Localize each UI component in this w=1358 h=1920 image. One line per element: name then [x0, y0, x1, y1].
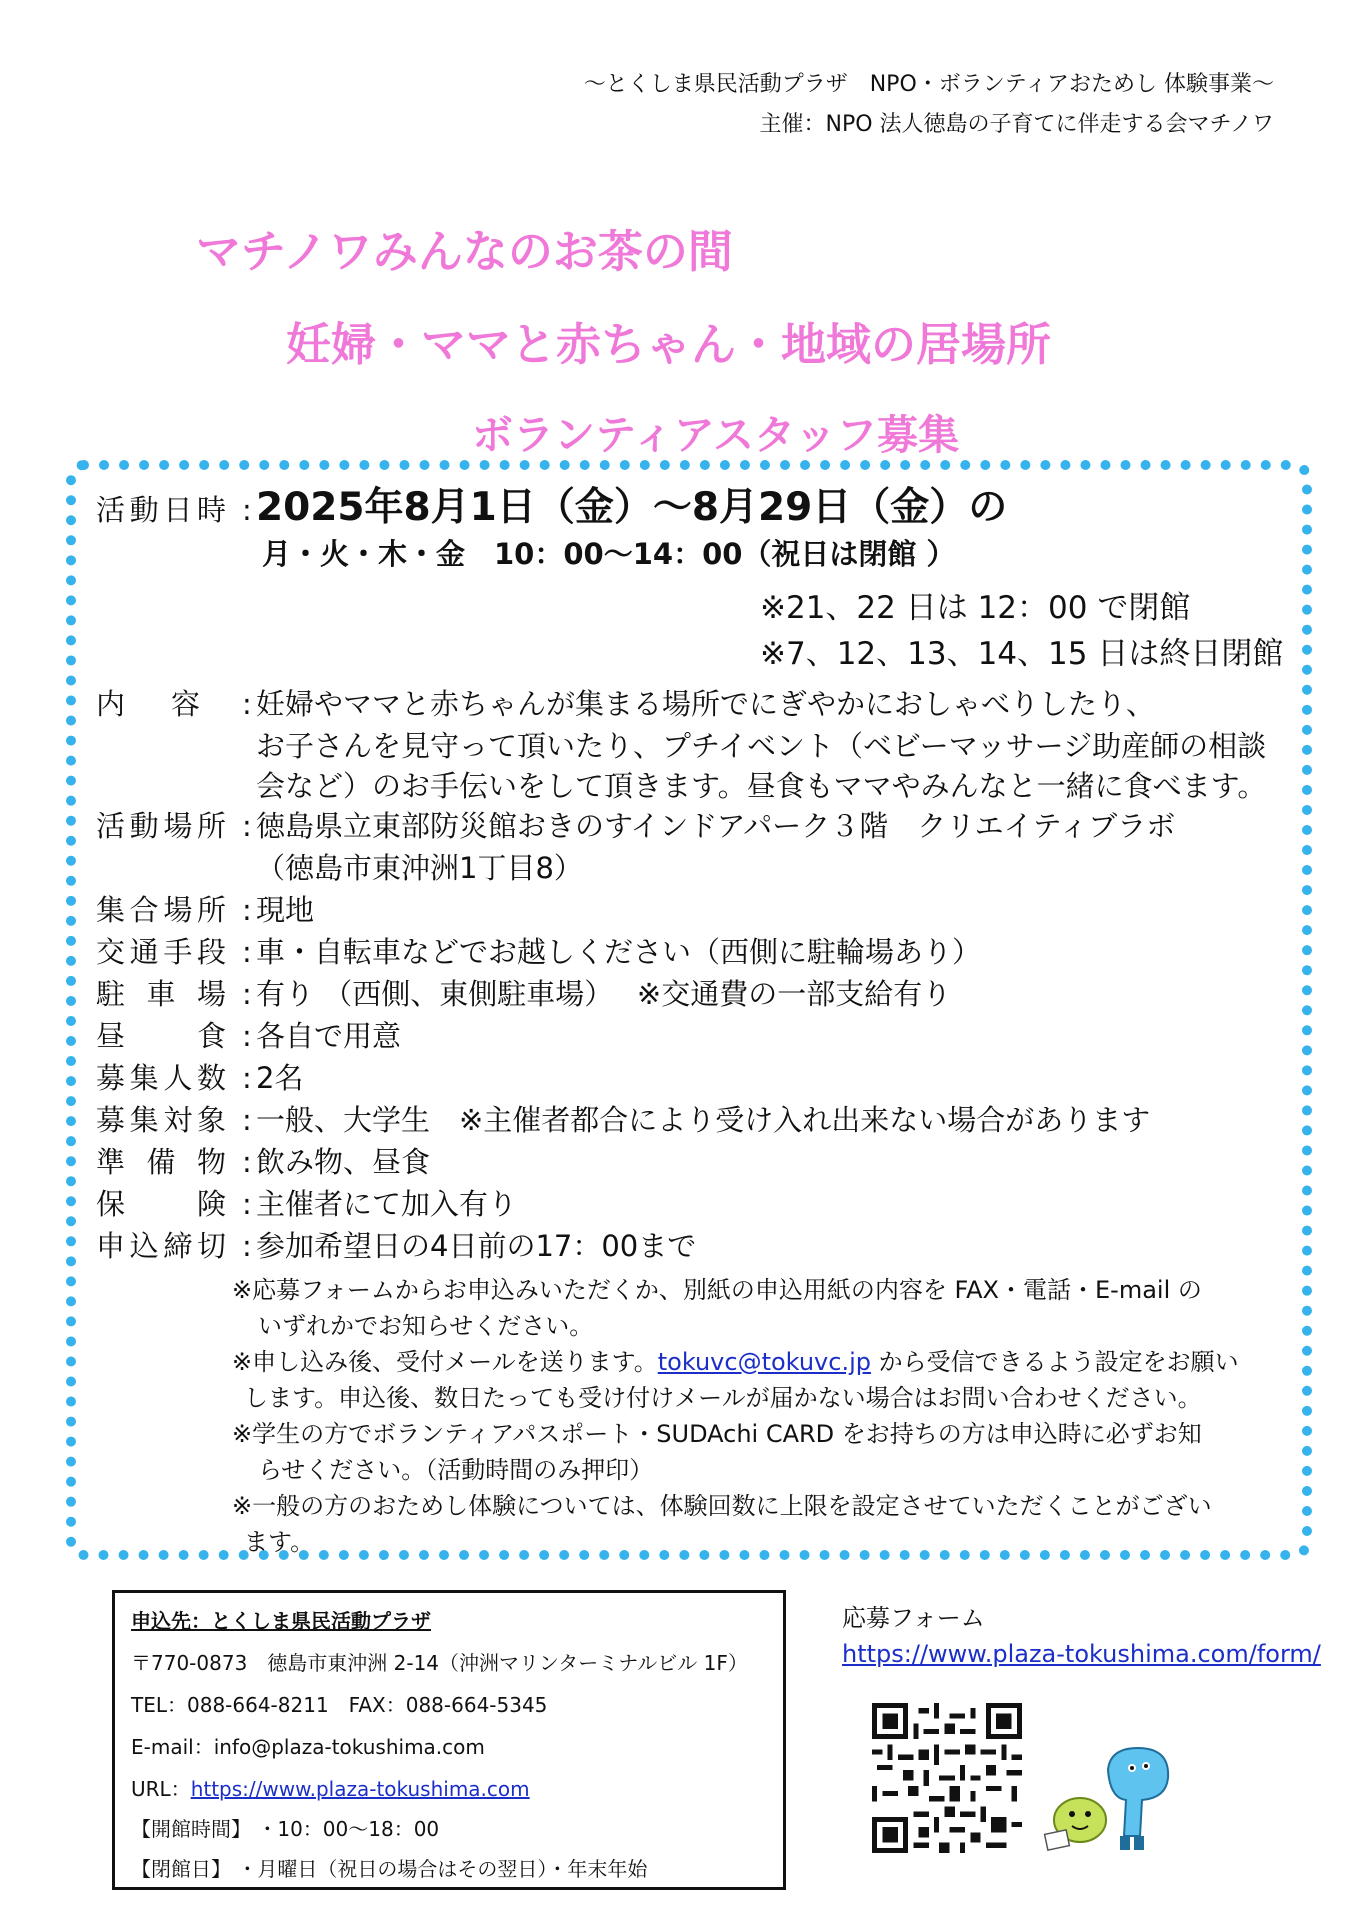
note3-line2: らせください。（活動時間のみ押印） — [258, 1456, 654, 1484]
bring-label: 準備物 — [96, 1145, 226, 1179]
note1-line2: いずれかでお知らせください。 — [258, 1312, 594, 1340]
date-note1: ※21、22 日は 12：00 で閉館 — [760, 590, 1191, 626]
contact-hours: 【開館時間】 ・10：00～18：00 — [131, 1817, 440, 1841]
contact-address: 〒770-0873 徳島市東沖洲 2-14（沖洲マリンターミナルビル 1F） — [131, 1651, 748, 1675]
deadline-value: 参加希望日の4日前の17：00まで — [256, 1229, 697, 1263]
contact-url-row: URL：https://www.plaza-tokushima.com — [131, 1777, 530, 1801]
transport-label: 交通手段 — [96, 935, 226, 969]
note1-line1: ※応募フォームからお申込みいただくか、別紙の申込用紙の内容を FAX・電話・E-mail の — [232, 1276, 1202, 1304]
note4-line1: ※一般の方のおためし体験については、体験回数に上限を設定させていただくことがござい — [232, 1492, 1212, 1520]
deadline-label: 申込締切 — [96, 1229, 226, 1263]
parking-value: 有り （西側、東側駐車場） ※交通費の一部支給有り — [256, 977, 952, 1011]
note2-line2: します。申込後、数日たっても受け付けメールが届かない場合はお問い合わせください。 — [244, 1384, 1202, 1412]
place-line2: （徳島市東沖洲1丁目8） — [256, 851, 583, 885]
form-label: 応募フォーム — [842, 1604, 985, 1632]
main-title: マチノワみんなのお茶の間 — [196, 225, 733, 278]
date-line1: 2025年8月1日（金）～8月29日（金）の — [256, 485, 1008, 530]
recruit-title: ボランティアスタッフ募集 — [472, 411, 960, 459]
insurance-label: 保険 — [96, 1187, 226, 1221]
contact-box — [112, 1590, 786, 1890]
organizer-header: 主催：NPO 法人徳島の子育てに伴走する会マチノワ — [759, 112, 1274, 137]
lunch-value: 各自で用意 — [256, 1019, 402, 1053]
date-note2: ※7、12、13、14、15 日は終日閉館 — [760, 636, 1284, 672]
lunch-label: 昼食 — [96, 1019, 226, 1053]
target-value: 一般、大学生 ※主催者都合により受け入れ出来ない場合があります — [256, 1103, 1151, 1137]
contact-email: E-mail：info@plaza-tokushima.com — [131, 1735, 485, 1759]
meeting-value: 現地 — [256, 893, 315, 927]
contact-title: 申込先：とくしま県民活動プラザ — [131, 1609, 431, 1633]
parking-label: 駐車場 — [96, 977, 226, 1011]
content-line1: 妊婦やママと赤ちゃんが集まる場所でにぎやかにおしゃべりしたり、 — [256, 687, 1156, 721]
event-series-header: ～とくしま県民活動プラザ NPO・ボランティアおためし 体験事業～ — [583, 72, 1274, 97]
email-link[interactable]: tokuvc@tokuvc.jp — [657, 1348, 871, 1376]
meeting-label: 集合場所 — [96, 893, 226, 927]
contact-tel-fax: TEL：088-664-8211 FAX：088-664-5345 — [131, 1693, 548, 1717]
plaza-url-link[interactable]: https://www.plaza-tokushima.com — [190, 1777, 530, 1801]
content-label: 内容 — [96, 687, 200, 721]
target-label: 募集対象 — [96, 1103, 226, 1137]
count-label: 募集人数 — [96, 1061, 226, 1095]
note3-line1: ※学生の方でボランティアパスポート・SUDAchi CARD をお持ちの方は申込時に必ずお知 — [232, 1420, 1202, 1448]
content-line2: お子さんを見守って頂いたり、プチイベント（ベビーマッサージ助産師の相談 — [256, 729, 1267, 763]
contact-closed: 【閉館日】 ・月曜日（祝日の場合はその翌日）・年末年始 — [131, 1857, 648, 1881]
content-line3: 会など）のお手伝いをして頂きます。昼食もママやみんなと一緒に食べます。 — [256, 769, 1267, 803]
mascot-illustration-icon — [1040, 1740, 1180, 1860]
qr-code-icon[interactable] — [872, 1700, 1022, 1856]
transport-value: 車・自転車などでお越しください（西側に駐輪場あり） — [256, 935, 982, 969]
place-label: 活動場所 — [96, 809, 226, 843]
count-value: 2名 — [256, 1061, 304, 1095]
note2-line1: ※申し込み後、受付メールを送ります。tokuvc@tokuvc.jp から受信できるよう設定をお願い — [232, 1348, 1239, 1376]
form-url-link[interactable]: https://www.plaza-tokushima.com/form/ — [842, 1640, 1321, 1668]
date-label: 活動日時 — [96, 493, 226, 527]
note4-line2: ます。 — [244, 1528, 315, 1556]
sub-title: 妊婦・ママと赤ちゃん・地域の居場所 — [286, 318, 1052, 371]
place-line1: 徳島県立東部防災館おきのすインドアパーク３階 クリエイティブラボ — [256, 809, 1176, 843]
bring-value: 飲み物、昼食 — [256, 1145, 431, 1179]
date-line2: 月・火・木・金 10：00～14：00（祝日は閉館 ） — [262, 537, 956, 571]
insurance-value: 主催者にて加入有り — [256, 1187, 518, 1221]
